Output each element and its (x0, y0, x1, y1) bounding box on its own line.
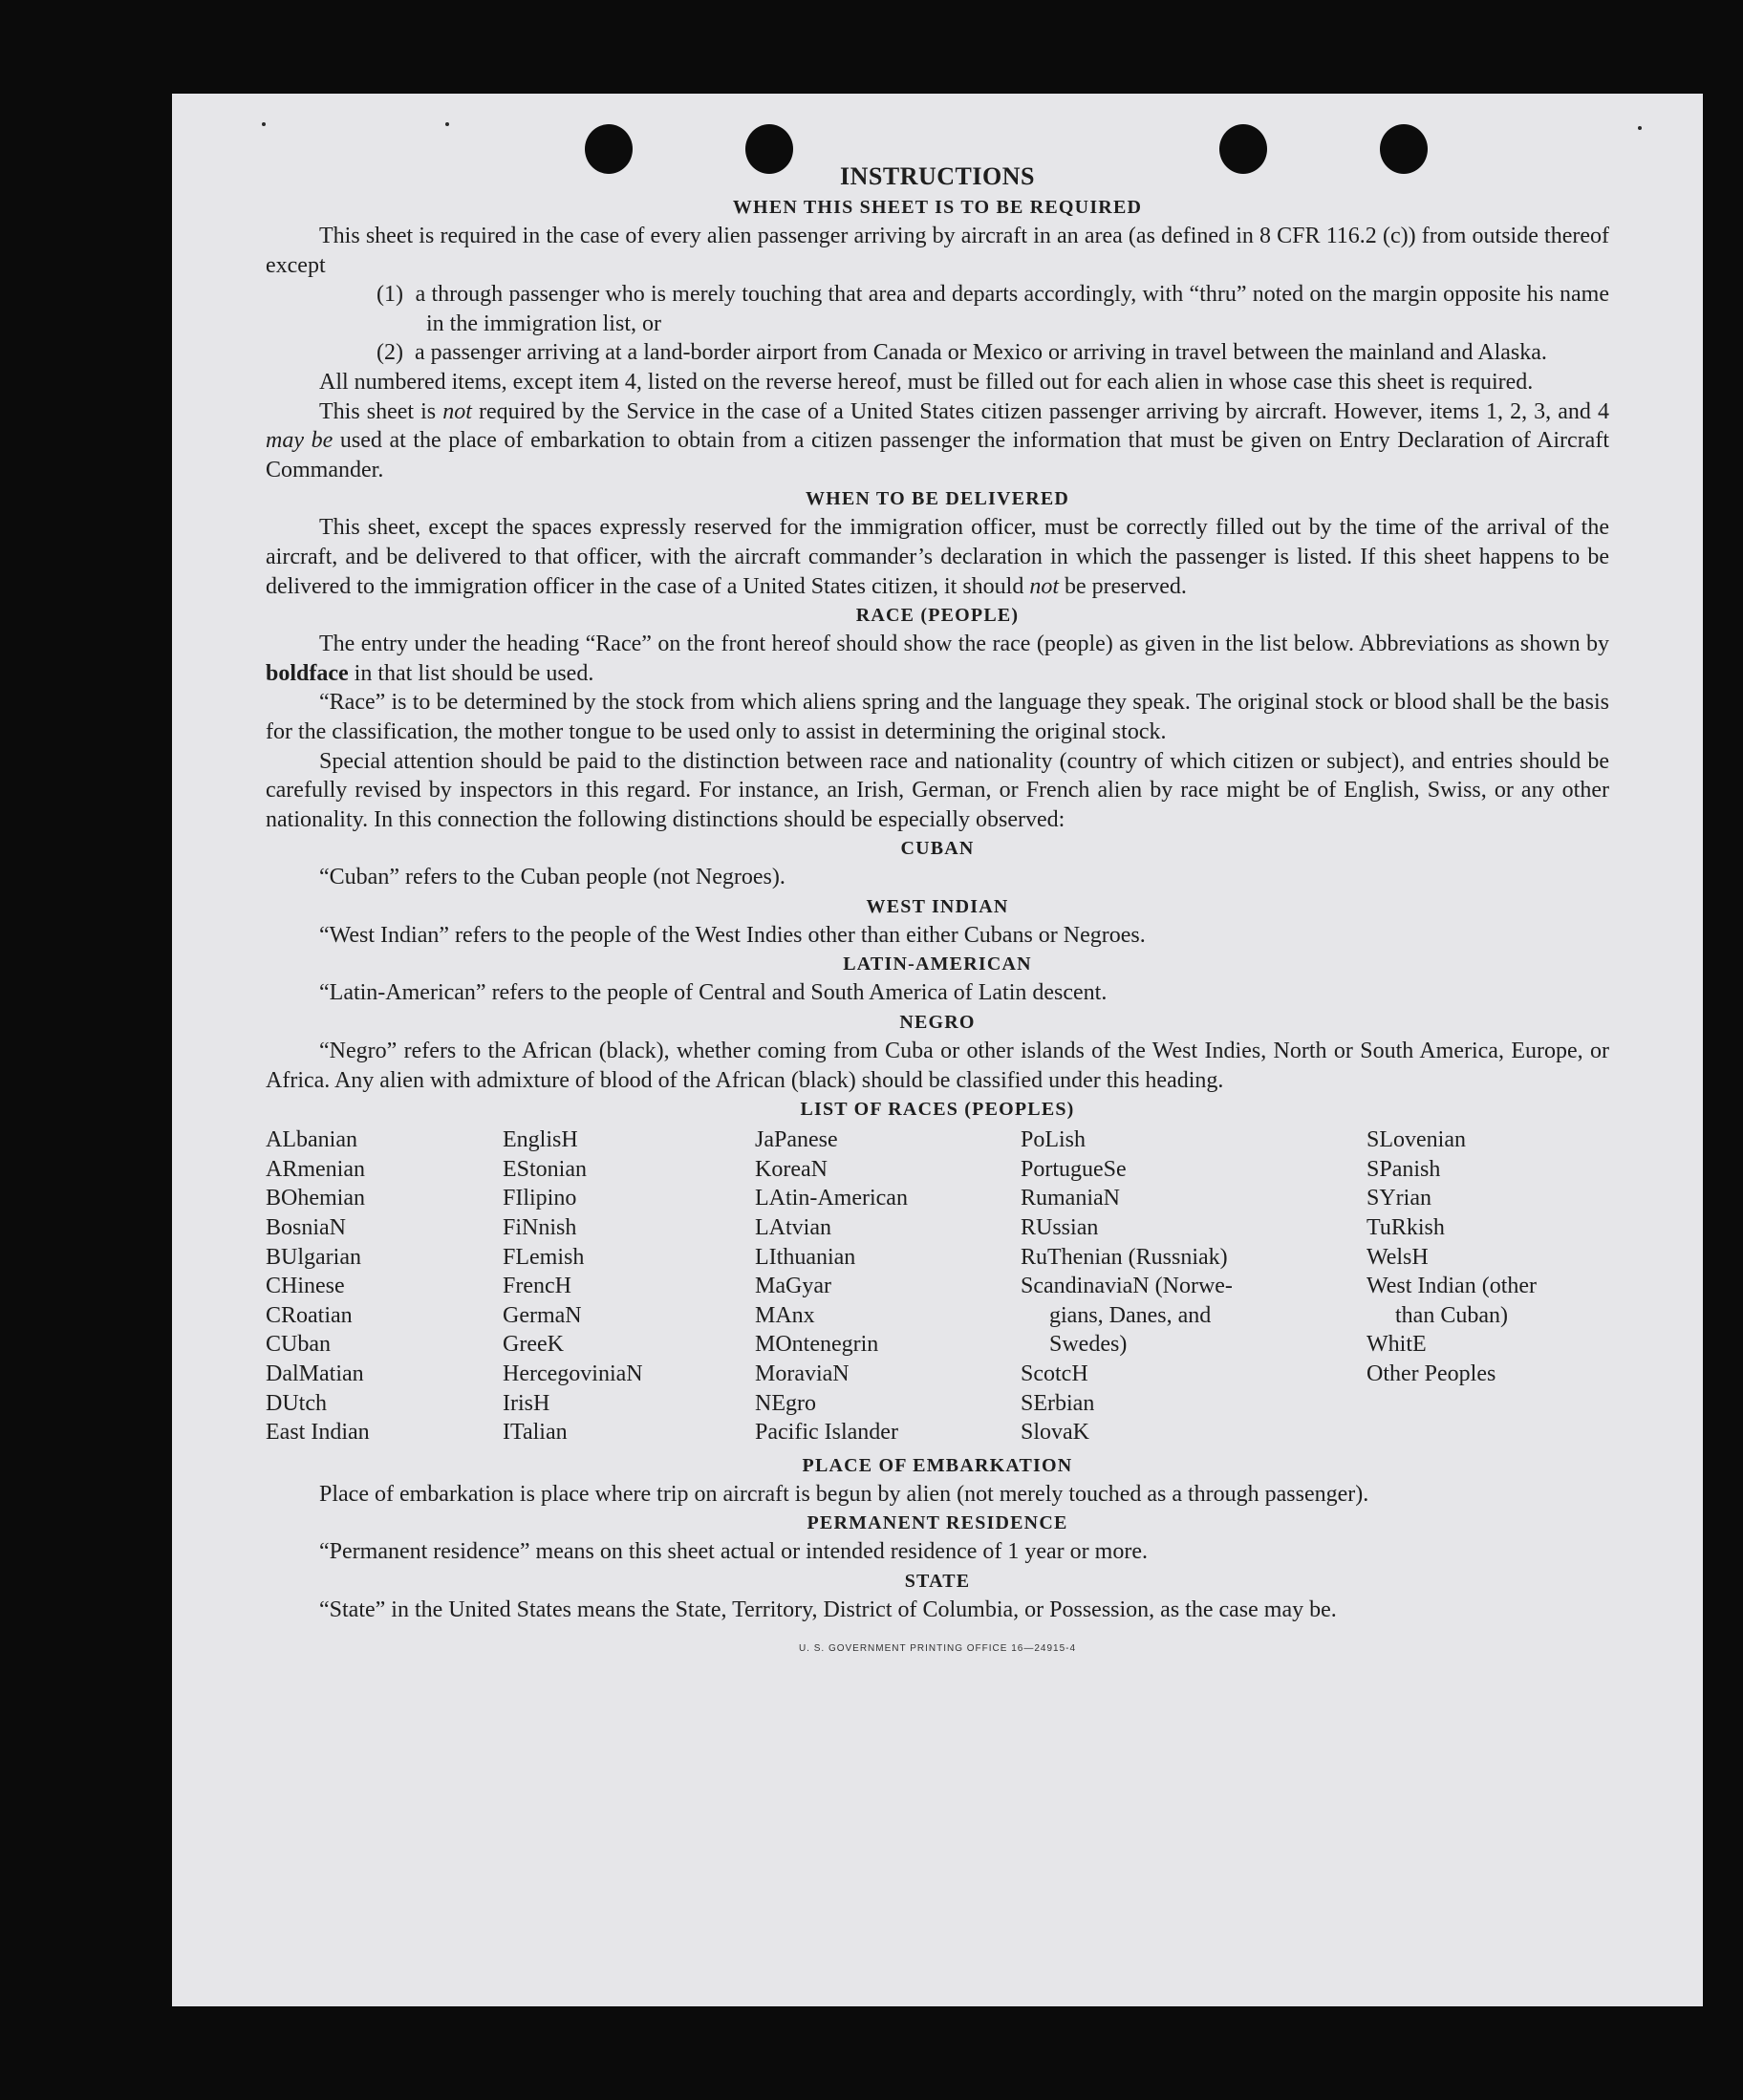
race-entry: ARmenian (266, 1156, 365, 1182)
race-entry: Other Peoples (1366, 1361, 1496, 1386)
race-column (503, 1125, 755, 1447)
race-entry: East Indian (266, 1420, 370, 1446)
race-entry: IrisH (503, 1390, 550, 1416)
paragraph-negro: “Negro” refers to the African (black), whether coming from Cuba or other islands of the West Indies, North or South America, Europe, or Africa. Any alien with admixture of blood of the African (black) should be classified under this heading. (266, 1039, 1609, 1093)
heading-embarkation: PLACE OF EMBARKATION (802, 1454, 1073, 1476)
race-entry: CUban (266, 1332, 331, 1358)
race-entry: MOntenegrin (755, 1332, 879, 1358)
race-entry: ScotcH (1021, 1361, 1088, 1386)
speck (1638, 126, 1642, 130)
race-entry: EnglisH (503, 1127, 578, 1153)
page-title: INSTRUCTIONS (840, 162, 1035, 190)
race-column (1021, 1125, 1366, 1447)
paragraph-embarkation: Place of embarkation is place where trip on aircraft is begun by alien (not merely touched as a through passenger). (319, 1481, 1369, 1507)
text-run: This sheet is (319, 398, 443, 424)
emphasis: may be (266, 428, 334, 454)
race-entry: FiNnish (503, 1215, 577, 1241)
paragraph-race-nationality: Special attention should be paid to the distinction between race and nationality (country of which citizen or subject), and entries should be carefully revised by inspectors in this regard. For instance, an Irish, German, or French alien by race might be of English, Swiss, or any other nationality. In this connection the following distinctions should be especially observed: (266, 748, 1609, 832)
race-entry: NEgro (755, 1390, 816, 1416)
race-entry: CRoatian (266, 1302, 353, 1328)
paragraph-required-intro: This sheet is required in the case of every alien passenger arriving by aircraft in an area (as defined in 8 CFR 116.2 (c)) from outside thereof except (266, 224, 1609, 278)
item-number: (2) (377, 340, 403, 366)
heading-when-required: WHEN THIS SHEET IS TO BE REQUIRED (732, 197, 1143, 218)
race-entry: BosniaN (266, 1215, 346, 1241)
paragraph-numbered-items: All numbered items, except item 4, listed on the reverse hereof, must be filled out for each alien in whose case this sheet is required. (319, 369, 1534, 395)
text-run: This sheet, except the spaces expressly reserved for the immigration officer, must be correctly filled out by the time of the arrival of the aircraft, and be delivered to that officer, with the aircraft commander’s declaration in which the passenger is listed. If this sheet happens to be delivered to the immigration officer in the case of a United States citizen, it should (266, 515, 1609, 599)
race-entry: JaPanese (755, 1127, 838, 1153)
item-text: a through passenger who is merely touching that area and departs accordingly, with “thru” noted on the margin opposite his name in the immigration list, or (415, 282, 1609, 336)
heading-cuban: CUBAN (900, 838, 975, 860)
heading-west-indian: WEST INDIAN (866, 895, 1009, 917)
exception-item (377, 280, 1609, 338)
race-entry: LAtvian (755, 1215, 831, 1241)
race-entry: PortugueSe (1021, 1156, 1127, 1182)
race-entry: CHinese (266, 1274, 345, 1299)
paragraph-cuban: “Cuban” refers to the Cuban people (not Negroes). (319, 865, 785, 890)
race-entry: DalMatian (266, 1361, 364, 1386)
race-entry: SlovaK (1021, 1420, 1089, 1446)
document-sheet (172, 94, 1703, 2006)
race-entry-continued: than Cuban) (1395, 1302, 1508, 1328)
race-entry: ScandinaviaN (Norwe- (1021, 1274, 1233, 1299)
race-entry-continued: Swedes) (1049, 1332, 1128, 1358)
paragraph-race-stock: “Race” is to be determined by the stock from which aliens spring and the language they speak. The original stock or blood shall be the basis for the classification, the mother tongue to be used only to assist in determining the original stock. (266, 690, 1609, 744)
race-entry: SErbian (1021, 1390, 1095, 1416)
race-entry: BUlgarian (266, 1244, 361, 1270)
item-number: (1) (377, 282, 403, 308)
race-entry: FLemish (503, 1244, 585, 1270)
race-entry: MAnx (755, 1302, 815, 1328)
bold-word: boldface (266, 660, 349, 686)
paragraph-citizen (266, 397, 1609, 485)
paragraph-race-entry (266, 630, 1609, 688)
race-entry: West Indian (other (1366, 1274, 1538, 1299)
text-run: be preserved. (1059, 573, 1187, 599)
printer-imprint: U. S. GOVERNMENT PRINTING OFFICE 16—24915-4 (798, 1642, 1077, 1654)
paragraph-west-indian: “West Indian” refers to the people of the West Indies other than either Cubans or Negroes. (319, 922, 1146, 948)
race-entry: SLovenian (1366, 1127, 1466, 1153)
race-entry: SYrian (1366, 1186, 1431, 1211)
race-entry: KoreaN (755, 1156, 828, 1182)
race-entry: PoLish (1021, 1127, 1087, 1153)
race-entry: GreeK (503, 1332, 564, 1358)
heading-residence: PERMANENT RESIDENCE (807, 1512, 1068, 1534)
race-entry: RumaniaN (1021, 1186, 1120, 1211)
race-entry: ALbanian (266, 1127, 357, 1153)
race-entry-continued: gians, Danes, and (1049, 1302, 1212, 1328)
heading-negro: NEGRO (899, 1012, 976, 1034)
speck (445, 122, 449, 126)
paragraph-delivered (266, 513, 1609, 601)
paragraph-state: “State” in the United States means the State, Territory, District of Columbia, or Possession, as the case may be. (319, 1596, 1337, 1622)
race-entry: FrencH (503, 1274, 571, 1299)
heading-race: RACE (PEOPLE) (855, 605, 1020, 627)
race-entry: SPanish (1366, 1156, 1441, 1182)
heading-state: STATE (904, 1570, 971, 1592)
text-run: The entry under the heading “Race” on the front hereof should show the race (people) as given in the list below. Abbreviations as shown by (319, 632, 1609, 657)
race-column (755, 1125, 1021, 1447)
race-entry: FIlipino (503, 1186, 577, 1211)
emphasis: not (442, 398, 472, 424)
emphasis: not (1029, 573, 1059, 599)
text-run: required by the Service in the case of a United States citizen passenger arriving by aircraft. However, items 1, 2, 3, and 4 (471, 398, 1609, 424)
race-entry: WhitE (1366, 1332, 1427, 1358)
heading-latin-american: LATIN-AMERICAN (843, 954, 1032, 975)
race-entry: RUssian (1021, 1215, 1099, 1241)
race-entry: MaGyar (755, 1274, 831, 1299)
race-entry: RuThenian (Russniak) (1021, 1244, 1228, 1270)
race-entry: WelsH (1366, 1244, 1429, 1270)
heading-when-delivered: WHEN TO BE DELIVERED (805, 488, 1070, 510)
race-entry: LIthuanian (755, 1244, 856, 1270)
race-entry: EStonian (503, 1156, 587, 1182)
race-entry: LAtin-American (755, 1186, 908, 1211)
race-entry: HercegoviniaN (503, 1361, 643, 1386)
race-entry: ITalian (503, 1420, 568, 1446)
race-entry: DUtch (266, 1390, 327, 1416)
race-entry: GermaN (503, 1302, 582, 1328)
race-entry: Pacific Islander (755, 1420, 898, 1446)
race-column (1366, 1125, 1609, 1447)
item-text: a passenger arriving at a land-border airport from Canada or Mexico or arriving in travel between the mainland and Alaska. (414, 340, 1547, 366)
speck (262, 122, 266, 126)
instructions-content (266, 161, 1609, 1663)
race-entry: BOhemian (266, 1186, 365, 1211)
paragraph-residence: “Permanent residence” means on this sheet actual or intended residence of 1 year or more. (319, 1539, 1148, 1565)
exception-item (377, 338, 1609, 368)
race-entry: TuRkish (1366, 1215, 1445, 1241)
text-run: used at the place of embarkation to obtain from a citizen passenger the information that must be given on Entry Declaration of Aircraft Commander. (266, 428, 1609, 482)
heading-race-list: LIST OF RACES (PEOPLES) (800, 1099, 1075, 1121)
race-list-table (266, 1125, 1609, 1447)
race-column (266, 1125, 503, 1447)
text-run: in that list should be used. (348, 660, 594, 686)
paragraph-latin-american: “Latin-American” refers to the people of Central and South America of Latin descent. (319, 980, 1108, 1006)
race-entry: MoraviaN (755, 1361, 850, 1386)
